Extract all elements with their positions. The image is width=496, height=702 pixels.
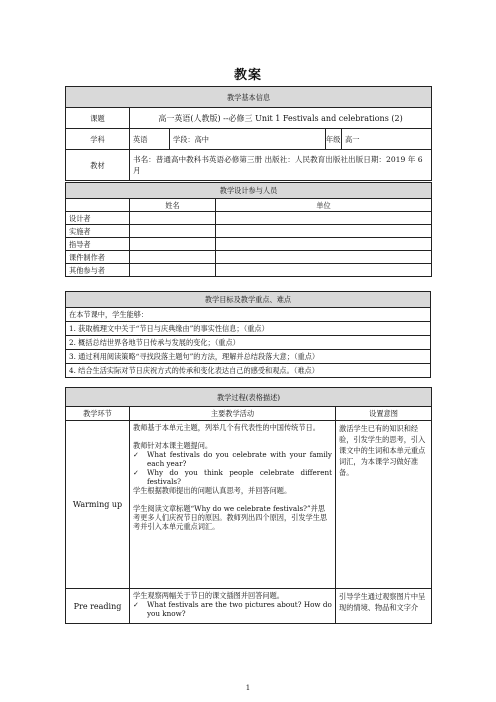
objectives-table bbox=[65, 291, 431, 378]
staff-role: 课件制作者 bbox=[66, 251, 130, 264]
warmup-intent: 激活学生已有的知识和经验，引发学生的思考，引入课文中的生词和本单元重点词汇，为本课学习做好准备。 bbox=[336, 421, 432, 589]
warmup-text: 学生阅读文章标题“Why do we celebrate festivals?”并思考更多人们庆祝节日的原因。教师列出四个原因，引发学生思考并引入本单元重点词汇。 bbox=[133, 504, 328, 531]
stage-prereading: Pre reading bbox=[66, 589, 130, 624]
grade-value: 高一 bbox=[342, 129, 432, 150]
prereading-text: 学生观察两幅关于节日的课文插图并回答问题。 bbox=[133, 591, 284, 600]
prereading-intent: 引导学生通过观察图片中呈现的情境、物品和文字介 bbox=[336, 589, 432, 624]
grade-label: 年级 bbox=[326, 129, 342, 150]
col-activity: 主要教学活动 bbox=[130, 407, 336, 421]
staff-header: 教学设计参与人员 bbox=[66, 183, 432, 199]
col-stage: 教学环节 bbox=[66, 407, 130, 421]
staff-role: 指导者 bbox=[66, 238, 130, 251]
objectives-header: 教学目标及教学重点、难点 bbox=[66, 292, 431, 308]
warmup-text: 学生根据教师提出的问题认真思考，并回答问题。 bbox=[133, 486, 292, 495]
basic-info-table bbox=[65, 86, 432, 181]
process-table bbox=[65, 387, 432, 624]
topic-label: 课题 bbox=[66, 108, 130, 129]
subject-value: 英语 bbox=[130, 129, 170, 150]
process-header: 教学过程(表格描述) bbox=[66, 388, 432, 407]
objective-line: 4. 结合生活实际对节日庆祝方式的传承和变化表达自己的感受和观点。（难点） bbox=[66, 364, 431, 378]
objective-line: 1. 获取梳理文中关于“节日与庆典缘由”的事实性信息；（重点） bbox=[66, 322, 431, 336]
warmup-activities bbox=[130, 421, 336, 589]
check-icon: ✓ bbox=[133, 450, 140, 459]
objective-line: 3. 通过利用阅读策略“寻找段落主题句”的方法，理解并总结段落大意；（重点） bbox=[66, 350, 431, 364]
stage-value: 学段：高中 bbox=[170, 129, 326, 150]
warmup-question: ✓ Why do you think people celebrate different festivals? bbox=[133, 468, 332, 486]
stage-warmup: Warming up bbox=[66, 421, 130, 589]
warmup-question: ✓ What festivals do you celebrate with your family each year? bbox=[133, 450, 332, 468]
staff-role: 设计者 bbox=[66, 212, 130, 225]
topic-value: 高一英语(人教版) --必修三 Unit 1 Festivals and celebrations (2) bbox=[130, 108, 432, 129]
textbook-label: 教材 bbox=[66, 150, 130, 181]
prereading-activities bbox=[130, 589, 336, 624]
staff-col-unit: 单位 bbox=[216, 199, 432, 212]
prereading-question: ✓ What festivals are the two pictures about? How do you know? bbox=[133, 600, 332, 618]
basic-info-header: 教学基本信息 bbox=[66, 87, 432, 108]
objective-line: 2. 概括总结世界各地节日传承与发展的变化；（重点） bbox=[66, 336, 431, 350]
page-title: 教案 bbox=[233, 68, 262, 83]
textbook-value: 书名：普通高中教科书英语必修第三册 出版社：人民教育出版社出版日期：2019 年 6 月 bbox=[130, 150, 432, 181]
col-intent: 设置意图 bbox=[336, 407, 432, 421]
staff-table bbox=[65, 182, 432, 277]
staff-role: 实施者 bbox=[66, 225, 130, 238]
staff-col-name: 姓名 bbox=[130, 199, 216, 212]
check-icon: ✓ bbox=[133, 600, 140, 609]
page-number: 1 bbox=[245, 684, 251, 692]
staff-role: 其他参与者 bbox=[66, 264, 130, 277]
check-icon: ✓ bbox=[133, 468, 140, 477]
objective-line: 在本节课中，学生能够： bbox=[66, 308, 431, 322]
subject-label: 学科 bbox=[66, 129, 130, 150]
warmup-text: 教师针对本课主题提问。 bbox=[133, 441, 213, 450]
warmup-text: 教师基于本单元主题，列举几个有代表性的中国传统节日。 bbox=[133, 423, 320, 432]
